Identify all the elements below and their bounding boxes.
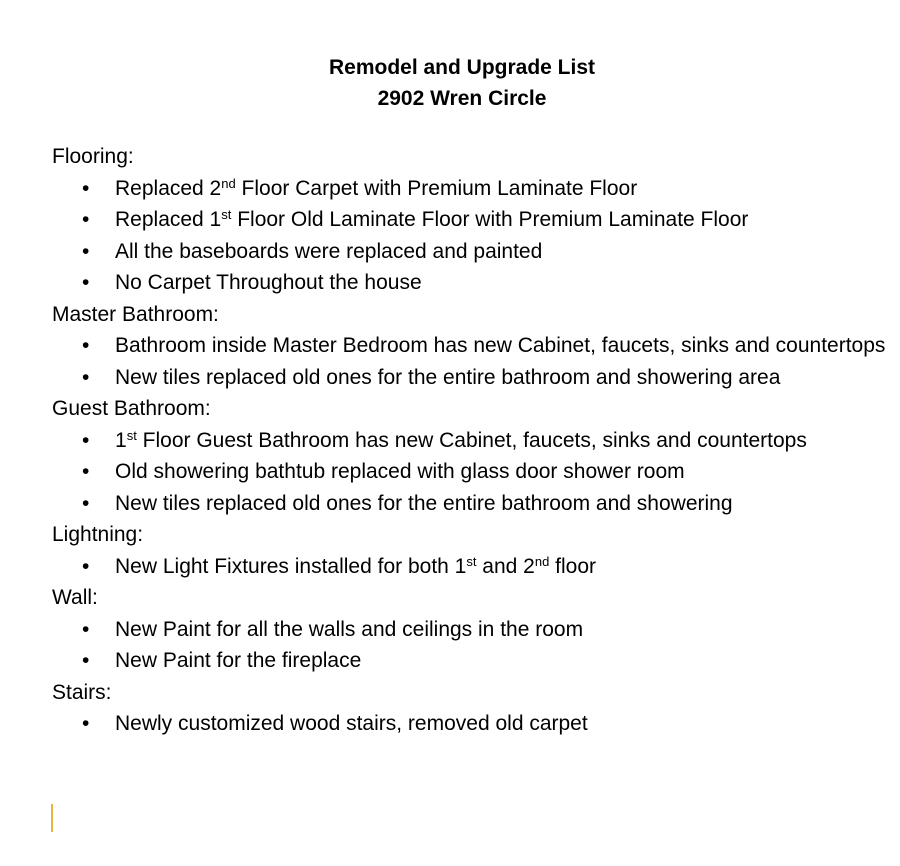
list-item	[52, 551, 892, 583]
section-heading-master-bathroom: Master Bathroom:	[52, 302, 219, 326]
list-item	[52, 645, 892, 677]
item-text: New tiles replaced old ones for the entire bathroom and showering area	[115, 365, 781, 389]
item-text: Floor Old Laminate Floor with Premium Laminate Floor	[231, 208, 749, 231]
list-item	[52, 267, 892, 299]
item-text: No Carpet Throughout the house	[115, 271, 422, 294]
ordinal-suffix: nd	[534, 553, 550, 569]
bullet-icon: •	[82, 365, 90, 389]
section-heading-lightning: Lightning:	[52, 523, 144, 546]
list-item	[52, 236, 892, 268]
list-item	[52, 488, 892, 520]
guest-bathroom-list	[52, 425, 892, 520]
list-item	[52, 614, 892, 646]
ordinal-suffix: st	[466, 553, 477, 569]
section-heading-wall: Wall:	[52, 586, 98, 609]
item-text: New tiles replaced old ones for the entire bathroom and showering	[115, 491, 733, 515]
wall-list	[52, 614, 892, 677]
item-text: 1	[115, 428, 127, 452]
bullet-icon: •	[82, 491, 90, 515]
item-text: Floor Carpet with Premium Laminate Floor	[235, 176, 638, 200]
ordinal-suffix: st	[221, 207, 232, 222]
bullet-icon: •	[82, 460, 90, 483]
ordinal-suffix: nd	[221, 175, 236, 191]
item-text: Replaced 2	[115, 176, 222, 200]
bullet-icon: •	[82, 554, 90, 578]
document-address: 2902 Wren Circle	[377, 87, 547, 110]
item-text: Newly customized wood stairs, removed old carpet	[115, 712, 588, 735]
list-item	[52, 173, 892, 205]
item-text: floor	[549, 554, 597, 578]
ordinal-suffix: st	[126, 427, 137, 443]
text-cursor	[51, 804, 53, 832]
item-text: Old showering bathtub replaced with glass door shower room	[115, 460, 685, 483]
bullet-icon: •	[82, 208, 90, 231]
master-bathroom-list	[52, 330, 892, 393]
section-heading-stairs: Stairs:	[52, 680, 112, 704]
lightning-list	[52, 551, 892, 583]
item-text: New Light Fixtures installed for both 1	[115, 554, 467, 578]
item-text: Bathroom inside Master Bedroom has new Cabinet, faucets, sinks and countertops	[115, 334, 886, 357]
list-item	[52, 708, 892, 740]
section-heading-flooring: Flooring:	[52, 145, 134, 168]
bullet-icon: •	[82, 649, 90, 672]
bullet-icon: •	[82, 176, 90, 200]
item-text: New Paint for all the walls and ceilings in the room	[115, 617, 584, 641]
bullet-icon: •	[82, 428, 90, 452]
item-text: All the baseboards were replaced and painted	[115, 239, 543, 263]
stairs-list	[52, 708, 892, 740]
list-item	[52, 204, 892, 236]
list-item	[52, 425, 892, 457]
bullet-icon: •	[82, 271, 90, 294]
list-item	[52, 330, 892, 362]
flooring-list	[52, 173, 892, 299]
item-text: New Paint for the fireplace	[115, 649, 362, 672]
section-heading-guest-bathroom: Guest Bathroom:	[52, 397, 211, 420]
document-body	[52, 141, 892, 740]
bullet-icon: •	[82, 334, 90, 357]
list-item	[52, 362, 892, 394]
bullet-icon: •	[82, 239, 90, 263]
item-text: Floor Guest Bathroom has new Cabinet, faucets, sinks and countertops	[136, 428, 807, 452]
item-text: Replaced 1	[115, 208, 222, 231]
list-item	[52, 456, 892, 488]
document-title: Remodel and Upgrade List	[328, 56, 596, 79]
bullet-icon: •	[82, 617, 90, 641]
bullet-icon: •	[82, 712, 90, 735]
item-text: and 2	[476, 554, 535, 578]
